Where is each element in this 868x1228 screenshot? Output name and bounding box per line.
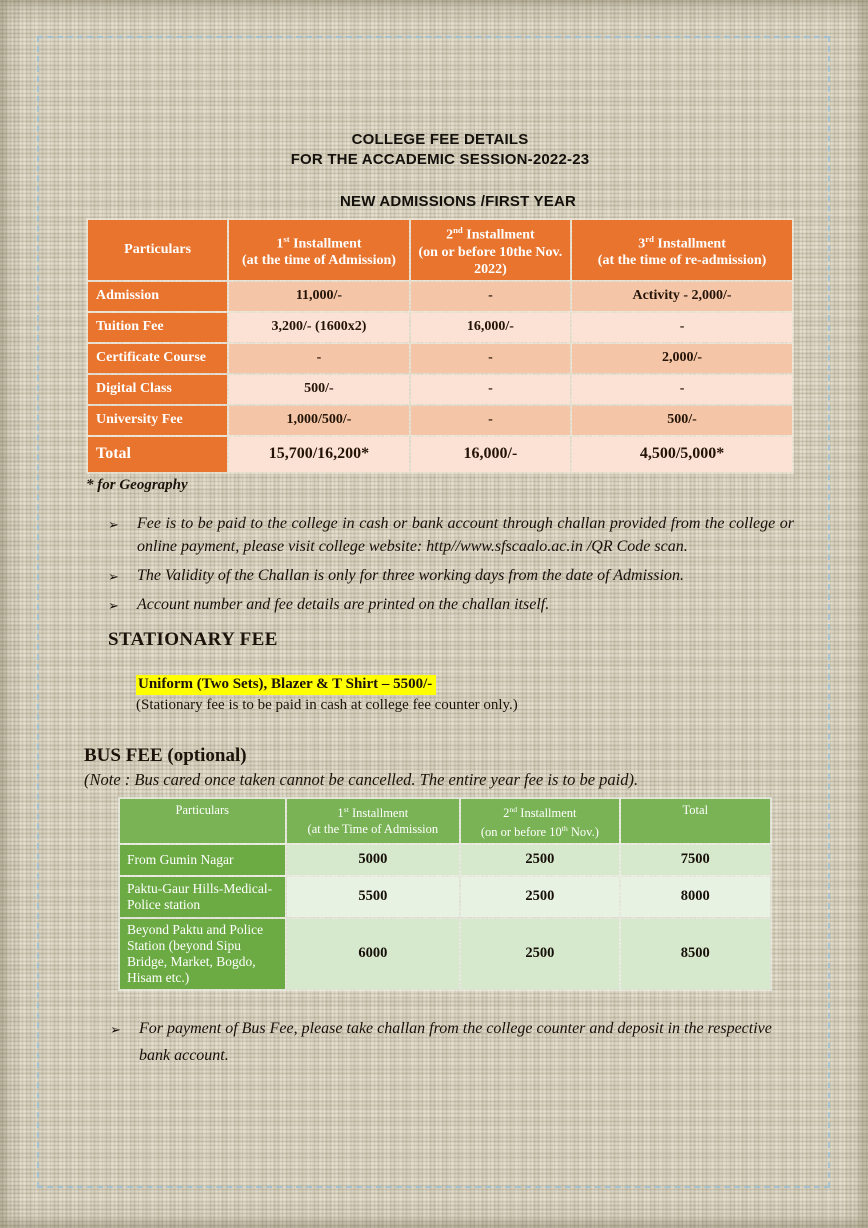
fee-table [86, 218, 794, 474]
list-item [108, 593, 794, 616]
fee-cell: - [411, 406, 570, 435]
header-subtext: Nov.) [567, 824, 599, 839]
list-item [108, 564, 794, 587]
row-label: Tuition Fee [88, 313, 227, 342]
fee-cell: 2,000/- [572, 344, 792, 373]
arrow-bullet-icon: ➢ [108, 598, 119, 614]
row-label: University Fee [88, 406, 227, 435]
fee-cell: - [411, 344, 570, 373]
uniform-fee-highlight: Uniform (Two Sets), Blazer & T Shirt – 5500/- [136, 675, 436, 695]
table-row-university-fee [88, 406, 792, 435]
fee-cell: Activity - 2,000/- [572, 282, 792, 311]
bus-fee-cell: 2500 [461, 919, 618, 989]
header-subtext: (at the time of re-admission) [597, 253, 767, 269]
bus-header-total: Total [621, 799, 770, 843]
ordinal-suffix: st [283, 233, 290, 244]
header-text: Installment [289, 236, 362, 252]
note-text: The Validity of the Challan is only for three working days from the date of Admission. [137, 566, 684, 584]
fee-table-header-row [88, 220, 792, 280]
fee-cell: 16,000/- [411, 437, 570, 472]
list-item [110, 1015, 794, 1069]
header-text: Installment [653, 236, 726, 252]
ordinal-suffix: nd [453, 225, 463, 235]
bus-fee-cell: 7500 [621, 845, 770, 875]
fee-cell: - [572, 375, 792, 404]
page-content [86, 130, 794, 1075]
fee-header-installment-1 [229, 220, 409, 280]
bus-fee-table [118, 797, 772, 991]
table-row-admission [88, 282, 792, 311]
ordinal-number: 3 [638, 236, 646, 252]
bus-fee-cell: 8500 [621, 919, 770, 989]
bus-fee-cell: 5500 [287, 877, 460, 917]
table-row-digital-class [88, 375, 792, 404]
document-title [86, 130, 794, 170]
arrow-bullet-icon: ➢ [108, 569, 119, 585]
fee-cell: 1,000/500/- [229, 406, 409, 435]
list-item [108, 512, 794, 558]
fee-cell: 4,500/5,000* [572, 437, 792, 472]
bus-fee-cell: 2500 [461, 877, 618, 917]
stationary-fee-heading: STATIONARY FEE [108, 628, 278, 650]
ordinal-number: 2 [446, 227, 454, 243]
table-row-tuition [88, 313, 792, 342]
table-row-total [88, 437, 792, 472]
header-text: Installment [348, 805, 409, 820]
arrow-bullet-icon: ➢ [108, 517, 119, 533]
row-label: Certificate Course [88, 344, 227, 373]
ordinal-number: 1 [276, 236, 284, 252]
ordinal-suffix: st [343, 804, 349, 814]
fee-cell: 15,700/16,200* [229, 437, 409, 472]
bus-fee-cell: 6000 [287, 919, 460, 989]
fee-cell: 11,000/- [229, 282, 409, 311]
ordinal-number: 2 [503, 805, 510, 820]
payment-notes-list [86, 512, 794, 616]
bus-payment-note [86, 1015, 794, 1069]
header-subtext: (at the Time of Admission [307, 821, 439, 836]
header-text: Installment [517, 805, 577, 820]
bus-fee-heading: BUS FEE (optional) [84, 744, 247, 766]
row-label: Admission [88, 282, 227, 311]
row-label: Digital Class [88, 375, 227, 404]
fee-cell: - [572, 313, 792, 342]
arrow-bullet-icon: ➢ [110, 1022, 121, 1038]
bus-table-header-row [120, 799, 770, 843]
bus-header-installment-2 [461, 799, 618, 843]
geography-footnote: * for Geography [86, 476, 188, 493]
ordinal-suffix: th [561, 823, 568, 833]
bus-fee-cell: 5000 [287, 845, 460, 875]
table-row-beyond-paktu [120, 919, 770, 989]
bus-fee-note: (Note : Bus cared once taken cannot be cancelled. The entire year fee is to be paid). [84, 769, 639, 789]
note-text: Account number and fee details are printed on the challan itself. [137, 595, 550, 613]
note-text: For payment of Bus Fee, please take challan from the college counter and deposit in the respective bank account. [139, 1019, 772, 1064]
bus-header-installment-1 [287, 799, 460, 843]
title-line-1: COLLEGE FEE DETAILS [351, 131, 529, 148]
row-label: Paktu-Gaur Hills-Medical-Police station [120, 877, 285, 917]
table-row-gumin-nagar [120, 845, 770, 875]
note-text: Fee is to be paid to the college in cash or bank account through challan provided from the college or online payment, please visit college website: http//www.sfscaalo.ac.in /QR Code scan. [137, 514, 794, 555]
fee-cell: - [411, 375, 570, 404]
header-text: Installment [462, 227, 535, 243]
row-label: Total [88, 437, 227, 472]
ordinal-suffix: rd [645, 233, 654, 244]
fee-cell: 500/- [572, 406, 792, 435]
bus-fee-cell: 2500 [461, 845, 618, 875]
title-line-2: FOR THE ACCADEMIC SESSION-2022-23 [290, 151, 590, 168]
fee-cell: 500/- [229, 375, 409, 404]
bus-header-particulars: Particulars [120, 799, 285, 843]
header-subtext: (on or before 10the Nov. 2022) [418, 244, 563, 277]
table-row-certificate [88, 344, 792, 373]
fee-header-installment-2 [411, 220, 570, 280]
fee-header-installment-3 [572, 220, 792, 280]
bus-fee-cell: 8000 [621, 877, 770, 917]
fee-header-particulars: Particulars [88, 220, 227, 280]
section-title-new-admissions: NEW ADMISSIONS /FIRST YEAR [339, 193, 577, 210]
ordinal-number: 1 [337, 805, 344, 820]
row-label: Beyond Paktu and Police Station (beyond Sipu Bridge, Market, Bogdo, Hisam etc.) [120, 919, 285, 989]
fee-cell: - [229, 344, 409, 373]
fee-cell: 3,200/- (1600x2) [229, 313, 409, 342]
row-label: From Gumin Nagar [120, 845, 285, 875]
header-subtext: (at the time of Admission) [241, 253, 396, 269]
stationary-fee-note: (Stationary fee is to be paid in cash at college fee counter only.) [136, 696, 518, 713]
ordinal-suffix: nd [509, 804, 518, 814]
fee-cell: 16,000/- [411, 313, 570, 342]
table-row-paktu-gaur [120, 877, 770, 917]
header-subtext: (on or before 10 [480, 824, 562, 839]
fee-cell: - [411, 282, 570, 311]
